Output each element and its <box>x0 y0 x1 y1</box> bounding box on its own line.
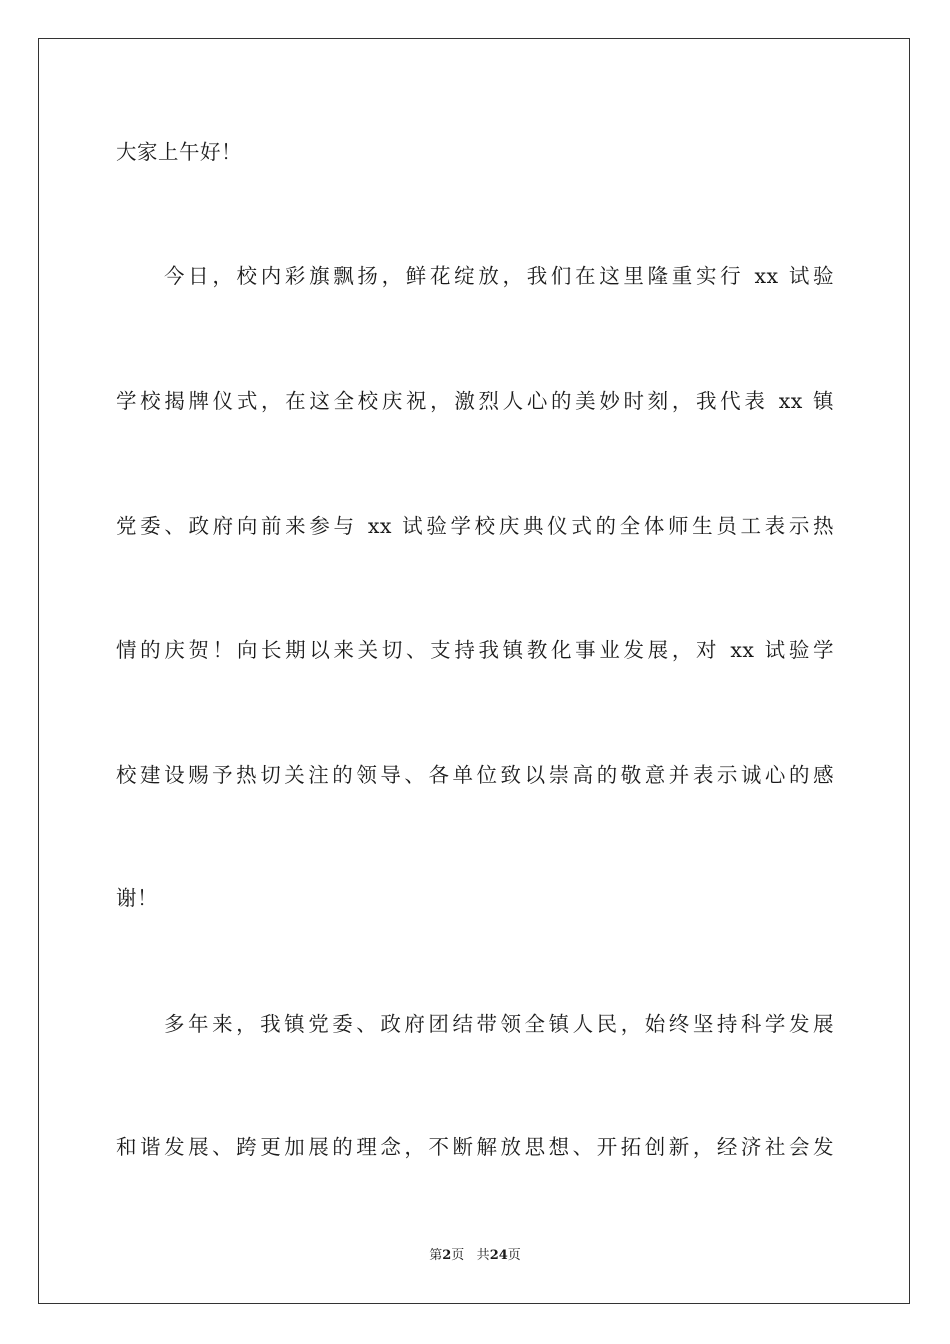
greeting-line: 大家上午好！ <box>116 140 242 164</box>
page-suffix: 页 <box>451 1248 465 1263</box>
total-suffix: 页 <box>507 1248 521 1263</box>
total-pages: 24 <box>489 1248 508 1263</box>
body-text-line: 学校揭牌仪式，在这全校庆祝，激烈人心的美妙时刻，我代表 xx 镇 <box>116 389 834 413</box>
body-text-line: 多年来，我镇党委、政府团结带领全镇人民，始终坚持科学发展 <box>164 1012 834 1036</box>
body-text-line: 情的庆贺！向长期以来关切、支持我镇教化事业发展，对 xx 试验学 <box>116 638 834 662</box>
page-prefix: 第 <box>429 1248 443 1263</box>
total-prefix: 共 <box>476 1248 490 1263</box>
body-text-line: 党委、政府向前来参与 xx 试验学校庆典仪式的全体师生员工表示热 <box>116 514 834 538</box>
body-text-line: 校建设赐予热切关注的领导、各单位致以崇高的敬意并表示诚心的感 <box>116 763 834 787</box>
page-border <box>38 38 910 1304</box>
body-text-line: 今日，校内彩旗飘扬，鲜花绽放，我们在这里隆重实行 xx 试验 <box>164 264 834 288</box>
page-footer <box>0 1247 950 1265</box>
body-text-line: 谢！ <box>116 886 158 910</box>
body-text-line: 和谐发展、跨更加展的理念，不断解放思想、开拓创新，经济社会发 <box>116 1135 834 1159</box>
page-number: 2 <box>442 1248 452 1263</box>
